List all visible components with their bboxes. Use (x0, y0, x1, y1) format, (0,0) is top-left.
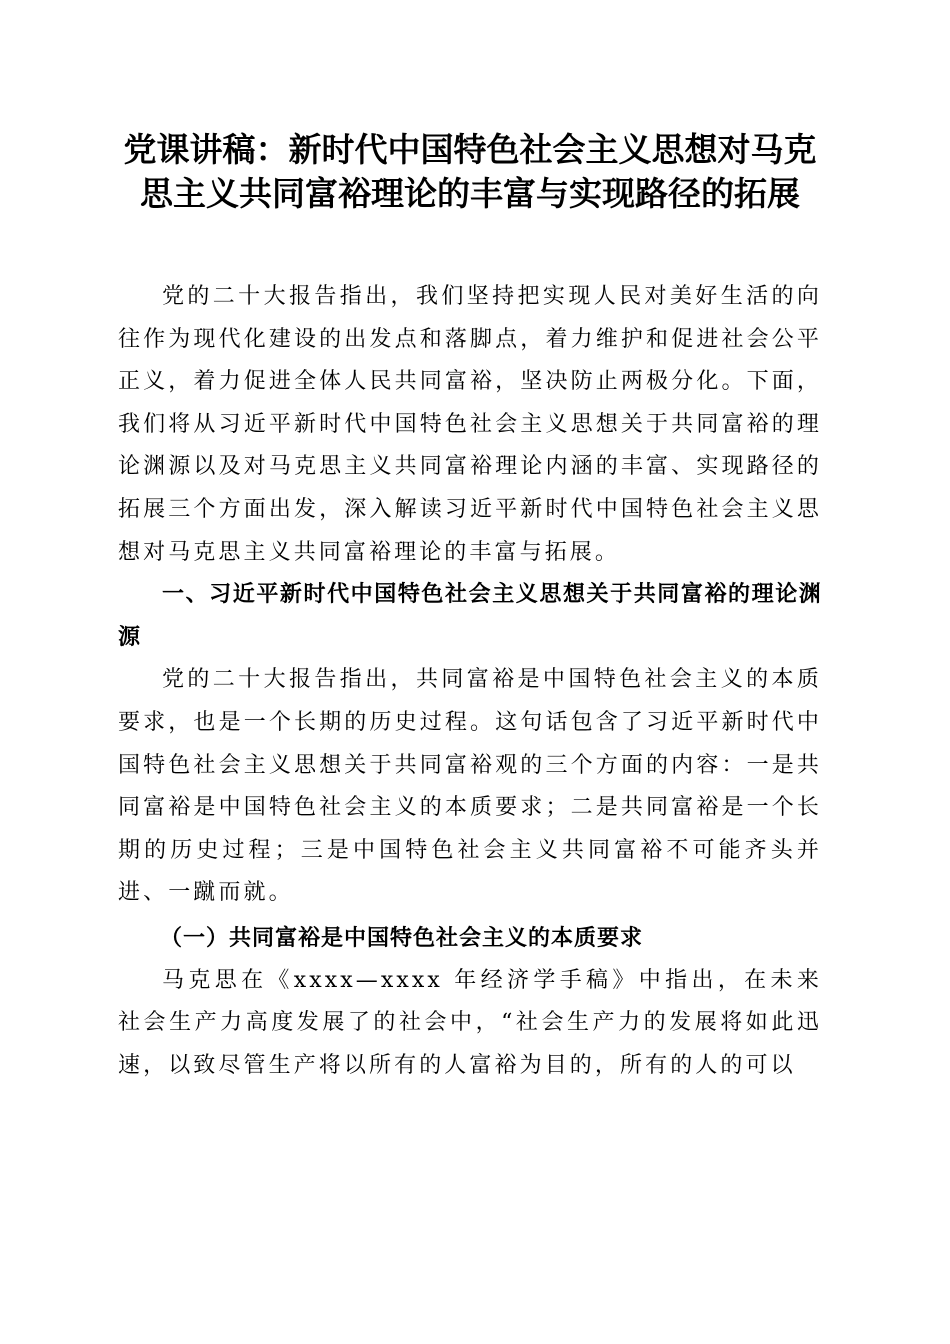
subsection-heading-1: （一）共同富裕是中国特色社会主义的本质要求 (160, 924, 644, 951)
section-1-paragraph: 党的二十大报告指出，共同富裕是中国特色社会主义的本质要求，也是一个长期的历史过程。这句话包含了习近平新时代中国特色社会主义思想关于共同富裕观的三个方面的内容：一是共同富裕是中国特色社会主义的本质要求；二是共同富裕是一个长期的历史过程；三是中国特色社会主义共同富裕不可能齐头并进、一蹴而就。 (118, 667, 822, 906)
intro-paragraph: 党的二十大报告指出，我们坚持把实现人民对美好生活的向往作为现代化建设的出发点和落脚点，着力维护和促进社会公平正义，着力促进全体人民共同富裕，坚决防止两极分化。下面，我们将从习近平新时代中国特色社会主义思想关于共同富裕的理论渊源以及对马克思主义共同富裕理论内涵的丰富、实现路径的拓展三个方面出发，深入解读习近平新时代中国特色社会主义思想对马克思主义共同富裕理论的丰富与拓展。 (118, 284, 822, 565)
document-body (118, 276, 822, 1087)
document-page (118, 128, 822, 1087)
document-title: 党课讲稿：新时代中国特色社会主义思想对马克思主义共同富裕理论的丰富与实现路径的拓展 (123, 130, 817, 213)
section-heading-1: 一、习近平新时代中国特色社会主义思想关于共同富裕的理论渊源 (118, 582, 822, 650)
subsection-1-paragraph: 马克思在《xxxx—xxxx 年经济学手稿》中指出，在未来社会生产力高度发展了的社会中，“社会生产力的发展将如此迅速，以致尽管生产将以所有的人富裕为目的，所有的人的可以 (118, 967, 822, 1078)
